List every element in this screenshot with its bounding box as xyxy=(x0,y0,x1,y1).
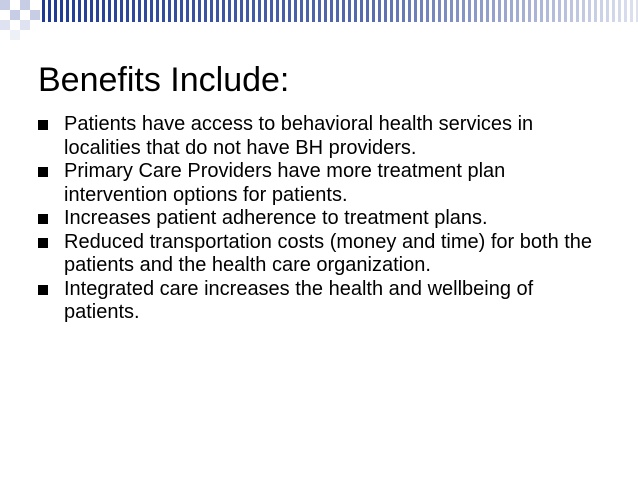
square-bullet-icon xyxy=(38,167,48,177)
bullet-item xyxy=(38,231,598,278)
checkered-header-band xyxy=(0,0,638,44)
square-bullet-icon xyxy=(38,214,48,224)
bullet-item xyxy=(38,113,598,160)
slide-title: Benefits Include: xyxy=(38,61,290,99)
bullet-text: Patients have access to behavioral health services in localities that do not have BH providers. xyxy=(64,113,534,159)
square-bullet-icon xyxy=(38,238,48,248)
bullet-item xyxy=(38,160,598,207)
bullet-text: Primary Care Providers have more treatment plan intervention options for patients. xyxy=(64,160,506,206)
bullet-item xyxy=(38,278,598,325)
bullet-list xyxy=(38,113,598,325)
bullet-item xyxy=(38,207,598,231)
bullet-text: Reduced transportation costs (money and time) for both the patients and the health care organization. xyxy=(64,230,593,276)
bullet-text: Integrated care increases the health and wellbeing of patients. xyxy=(64,277,534,323)
bullet-text: Increases patient adherence to treatment plans. xyxy=(64,207,488,229)
square-bullet-icon xyxy=(38,285,48,295)
square-bullet-icon xyxy=(38,120,48,130)
